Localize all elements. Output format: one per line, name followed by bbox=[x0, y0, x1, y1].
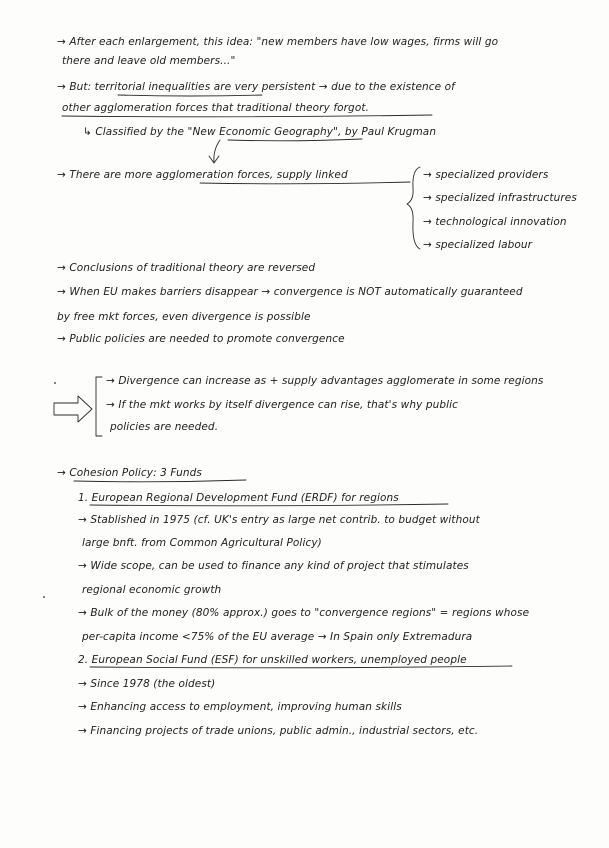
note-line: → Financing projects of trade unions, public admin., industrial sectors, etc. bbox=[78, 725, 479, 737]
note-line: → Wide scope, can be used to finance any kind of project that stimulates bbox=[78, 560, 469, 572]
note-line: regional economic growth bbox=[82, 584, 222, 596]
note-line: by free mkt forces, even divergence is possible bbox=[57, 311, 311, 323]
underline-mark bbox=[74, 480, 246, 482]
stray-dot bbox=[43, 596, 45, 598]
bracket-item: → specialized labour bbox=[423, 239, 533, 251]
fund-heading: 1. European Regional Development Fund (ERDF) for regions bbox=[78, 492, 399, 504]
underline-mark bbox=[200, 182, 410, 184]
underline-mark bbox=[62, 115, 432, 117]
note-line: → After each enlargement, this idea: "new members have low wages, firms will go bbox=[57, 36, 499, 48]
bracket-item: → specialized providers bbox=[423, 169, 549, 181]
bracket-item: → technological innovation bbox=[423, 216, 567, 228]
note-line: other agglomeration forces that traditional theory forgot. bbox=[62, 102, 370, 114]
section-heading: → Cohesion Policy: 3 Funds bbox=[57, 467, 202, 479]
note-line: → Bulk of the money (80% approx.) goes to "convergence regions" = regions whose bbox=[78, 607, 530, 619]
square-bracket-mark bbox=[96, 377, 102, 436]
big-arrow-icon bbox=[54, 396, 92, 422]
note-line: ↳ Classified by the "New Economic Geography", by Paul Krugman bbox=[83, 126, 437, 138]
underline-mark bbox=[90, 666, 512, 668]
note-line: → Conclusions of traditional theory are reversed bbox=[57, 262, 316, 274]
note-line: → Enhancing access to employment, improving human skills bbox=[78, 701, 402, 713]
boxed-note-line: policies are needed. bbox=[110, 421, 219, 433]
note-line: → Since 1978 (the oldest) bbox=[78, 678, 216, 690]
note-line: large bnft. from Common Agricultural Policy) bbox=[82, 537, 322, 549]
note-line: → When EU makes barriers disappear → convergence is NOT automatically guaranteed bbox=[57, 286, 523, 298]
curly-bracket-mark bbox=[407, 167, 420, 249]
note-line: → But: territorial inequalities are very persistent → due to the existence of bbox=[57, 81, 455, 93]
underline-mark bbox=[118, 95, 262, 96]
underline-mark bbox=[90, 504, 448, 506]
note-line: → Stablished in 1975 (cf. UK's entry as large net contrib. to budget without bbox=[78, 514, 480, 526]
stray-dot bbox=[54, 382, 56, 384]
bracket-item: → specialized infrastructures bbox=[423, 192, 577, 204]
boxed-note-line: → If the mkt works by itself divergence can rise, that's why public bbox=[106, 399, 459, 411]
boxed-note-line: → Divergence can increase as + supply advantages agglomerate in some regions bbox=[106, 375, 544, 387]
note-line: → There are more agglomeration forces, supply linked bbox=[57, 169, 348, 181]
fund-heading: 2. European Social Fund (ESF) for unskilled workers, unemployed people bbox=[78, 654, 467, 666]
note-line: per-capita income <75% of the EU average → In Spain only Extremadura bbox=[82, 631, 473, 643]
underline-mark bbox=[228, 139, 362, 141]
note-line: there and leave old members..." bbox=[62, 55, 236, 67]
note-line: → Public policies are needed to promote convergence bbox=[57, 333, 345, 345]
